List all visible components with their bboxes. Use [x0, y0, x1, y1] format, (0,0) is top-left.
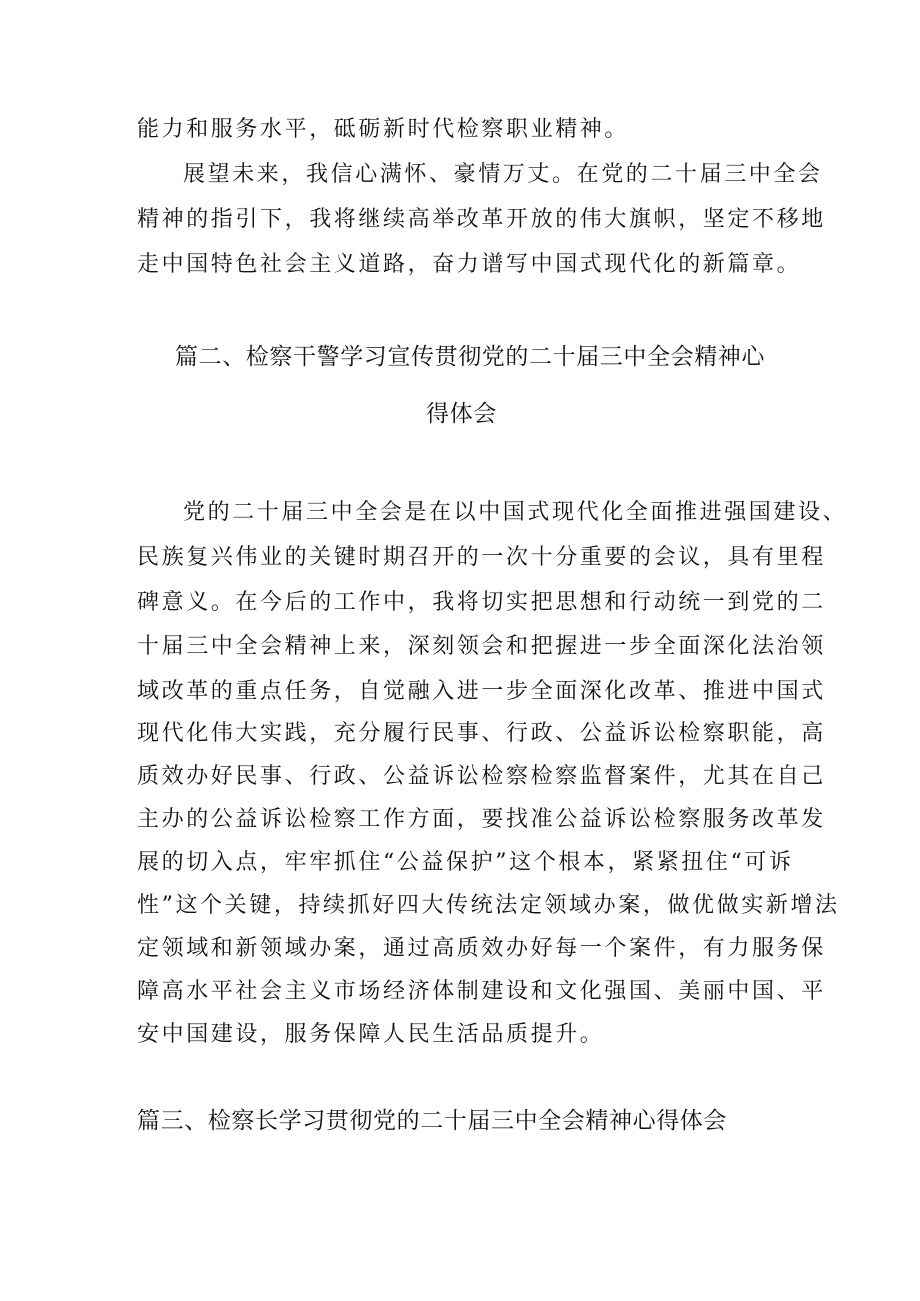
section2-title-line-1: 篇二、检察干警学习宣传贯彻党的二十届三中全会精神心: [175, 344, 765, 370]
body-text-line: 民族复兴伟业的关键时期召开的一次十分重要的会议，具有里程: [137, 545, 826, 570]
body-text-line: 展望未来，我信心满怀、豪情万丈。在党的二十届三中全会: [183, 162, 823, 187]
section3-title: 篇三、检察长学习贯彻党的二十届三中全会精神心得体会: [137, 1108, 727, 1134]
body-text-line: 碑意义。在今后的工作中，我将切实把思想和行动统一到党的二: [137, 590, 826, 615]
body-text-line: 安中国建设，服务保障人民生活品质提升。: [137, 1022, 605, 1047]
body-text-line: 走中国特色社会主义道路，奋力谱写中国式现代化的新篇章。: [137, 252, 802, 277]
body-text-line: 主办的公益诉讼检察工作方面，要找准公益诉讼检察服务改革发: [137, 807, 826, 832]
body-text-line: 定领域和新领域办案，通过高质效办好每一个案件，有力服务保: [137, 936, 826, 961]
body-text-line: 能力和服务水平，砥砺新时代检察职业精神。: [137, 117, 630, 142]
body-text-line: 展的切入点，牢牢抓住“公益保护”这个根本，紧紧扭住“可诉: [137, 850, 794, 875]
body-text-line: 障高水平社会主义市场经济体制建设和文化强国、美丽中国、平: [137, 979, 826, 1004]
body-text-line: 现代化伟大实践，充分履行民事、行政、公益诉讼检察职能，高: [137, 721, 826, 746]
body-text-line: 性”这个关键，持续抓好四大传统法定领域办案，做优做实新增法: [137, 893, 840, 918]
body-text-line: 十届三中全会精神上来，深刻领会和把握进一步全面深化法治领: [137, 634, 826, 659]
section2-title-line-2: 得体会: [426, 401, 497, 427]
body-text-line: 域改革的重点任务，自觉融入进一步全面深化改革、推进中国式: [137, 679, 826, 704]
body-text-line: 党的二十届三中全会是在以中国式现代化全面推进强国建设、: [183, 500, 848, 525]
body-text-line: 精神的指引下，我将继续高举改革开放的伟大旗帜，坚定不移地: [137, 207, 826, 232]
body-text-line: 质效办好民事、行政、公益诉讼检察检察监督案件，尤其在自己: [137, 764, 826, 789]
